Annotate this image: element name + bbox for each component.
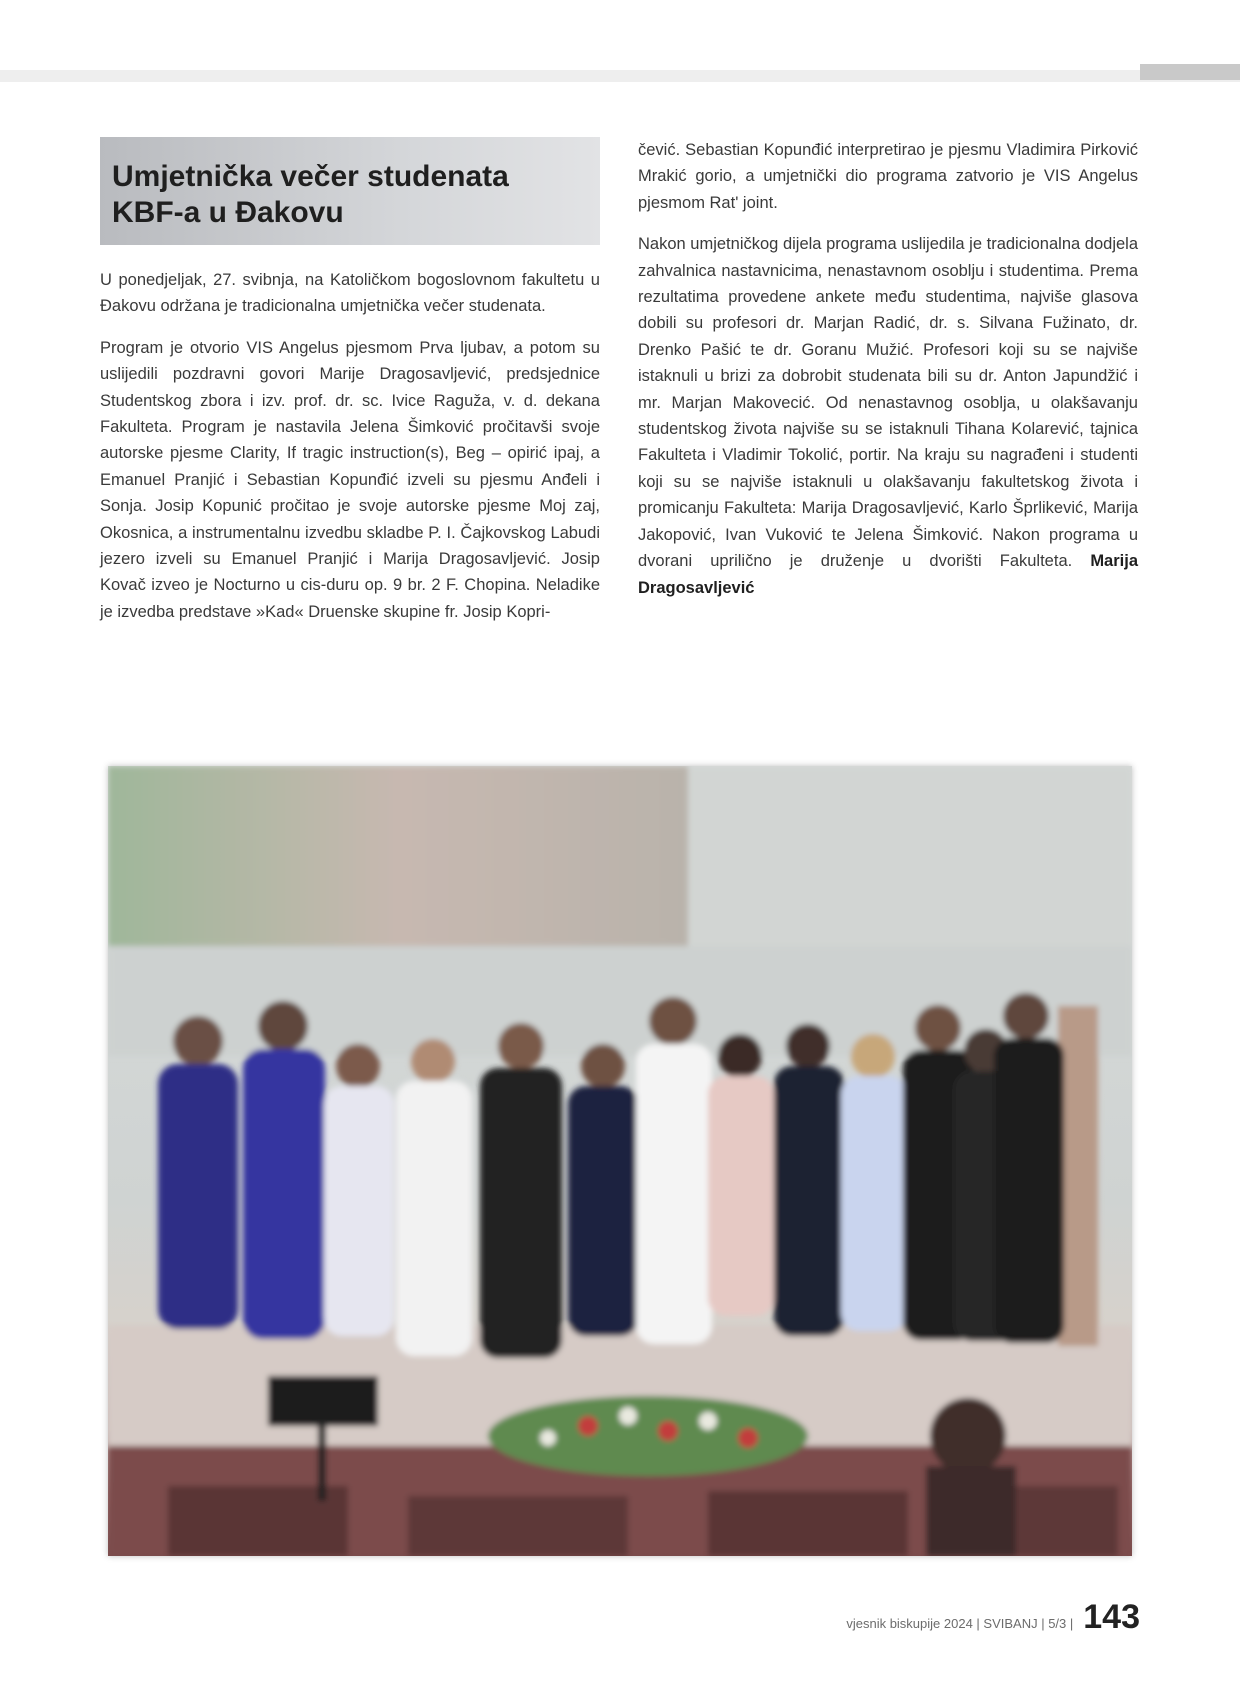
flower-arrangement	[488, 1396, 808, 1476]
page-footer	[846, 1598, 1140, 1637]
article-paragraph	[638, 231, 1138, 601]
photo-illustration	[108, 766, 1132, 1556]
article-title-box	[100, 137, 600, 245]
article-title: Umjetnička večer studenata KBF-a u Đakovu	[112, 160, 509, 229]
music-stand	[268, 1376, 378, 1426]
projection-screen	[108, 766, 688, 946]
article-paragraph: čević. Sebastian Kopunđić interpretirao je pjesmu Vladimira Pirković Mrakić gorio, a umjetnički dio programa zatvorio je VIS Angelus pjesmom Rat' joint.	[638, 141, 1138, 212]
page-number: 143	[1083, 1598, 1140, 1636]
article-paragraph-text: Nakon umjetničkog dijela programa uslijedila je tradicionalna dodjela zahvalnica nastavnicima, nenastavnom osoblju i studentima. Prema rezultatima provedene ankete među studentima, najviše glasova dobili su profesori dr. Marjan Radić, dr. s. Silvana Fužinato, dr. Drenko Pašić te dr. Goranu Mužić. Profesori koji su se najviše istaknuli u brizi za dobrobit studenata bili su dr. Anton Japundžić i mr. Marjan Makovecić. Od nenastavnog osoblja, u olakšavanju studentskog života najviše su se istaknuli Tihana Kolarević, tajnica Fakulteta i Vladimir Tokolić, portir. Na kraju su nagrađeni i studenti koji su se najviše istaknuli u olakšavanju fakultetskog života i promicanju Fakulteta: Marija Dragosavljević, Karlo Šprlikević, Marija Jakopović, Ivan Vuković te Jelena Šimković. Nakon programa u dvorani uprilično je druženje u dvorišti Fakulteta.	[638, 235, 1138, 571]
footer-publication: vjesnik biskupije 2024 | SVIBANJ | 5/3 |	[846, 1616, 1074, 1631]
performers-group	[158, 993, 1064, 1358]
article-left-column	[100, 137, 600, 640]
article-paragraph: U ponedjeljak, 27. svibnja, na Katoličkom bogoslovnom fakultetu u Đakovu održana je tradicionalna umjetnička večer studenata.	[100, 271, 600, 316]
article-author: Marija Dragosavljević	[638, 552, 1138, 597]
article-paragraph: Program je otvorio VIS Angelus pjesmom Prva ljubav, a potom su uslijedili pozdravni govori Marije Dragosavljević, predsjednice Studentskog zbora i izv. prof. dr. sc. Ivice Raguža, v. d. dekana Fakulteta. Program je nastavila Jelena Šimković pročitavši svoje autorske pjesme Clarity, If tragic instruction(s), Beg – opirić ipaj, a Emanuel Pranjić i Sebastian Kopunđić izveli su pjesmu Anđeli i Sonja. Josip Kopunić pročitao je svoje autorske pjesme Moj zaj, Okosnica, a instrumentalnu izvedbu skladbe P. I. Čajkovskog Labudi jezero izveli su Emanuel Pranjić i Marija Dragosavljević. Josip Kovač izveo je Nocturno u cis-duru op. 9 br. 2 F. Chopina. Neladike je izvedba predstave »Kad« Druenske skupine fr. Josip Kopri-	[100, 338, 600, 621]
header-rule	[0, 70, 1240, 82]
article-right-column	[638, 137, 1138, 616]
header-accent-bar	[1140, 64, 1240, 80]
audience-head	[930, 1398, 1006, 1474]
article-photo	[108, 766, 1132, 1556]
